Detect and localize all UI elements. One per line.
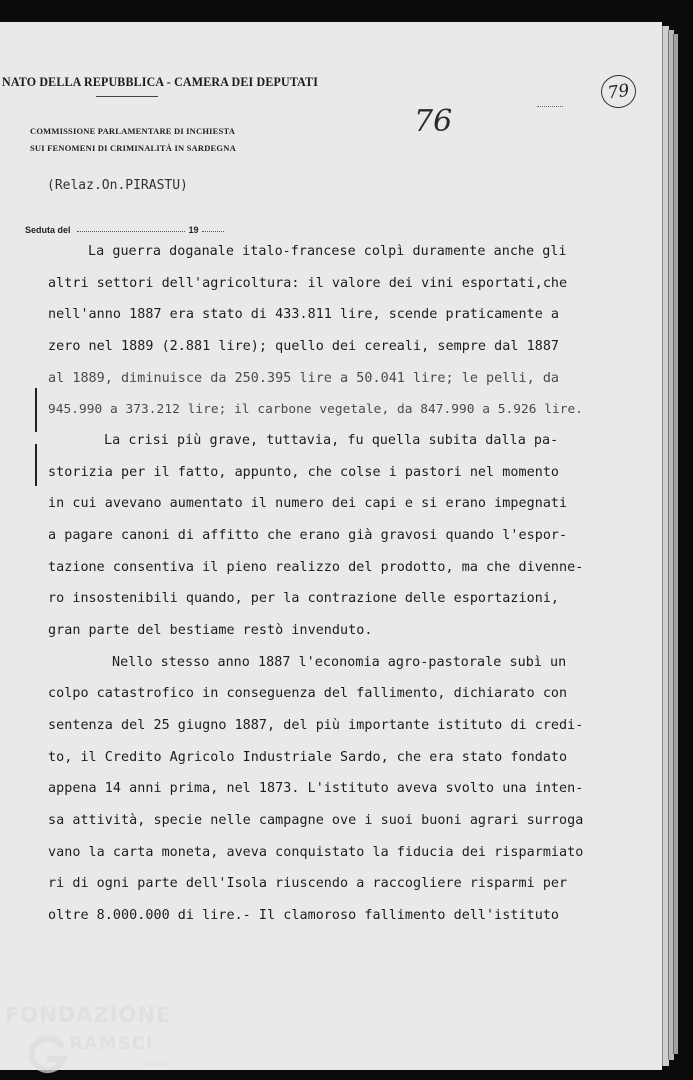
stamp-number: 79: [606, 80, 631, 103]
header-commission-subject: SUI FENOMENI DI CRIMINALITÀ IN SARDEGNA: [30, 143, 236, 153]
text-line: al 1889, diminuisce da 250.395 lire a 50.041 lire; le pelli, da: [48, 371, 560, 386]
dotted-line: [537, 106, 563, 107]
text-line: La crisi più grave, tuttavia, fu quella subita dalla pa-: [104, 433, 559, 448]
text-line: ri di ogni parte dell'Isola riuscendo a raccogliere risparmi per: [48, 876, 568, 891]
text-line: gran parte del bestiame restò invenduto.: [48, 623, 373, 638]
handwritten-page-number: 76: [414, 104, 453, 139]
report-reference: (Relaz.On.PIRASTU): [47, 178, 188, 193]
seduta-year: 19: [188, 225, 199, 235]
header-rule: [96, 96, 158, 97]
margin-mark: [35, 444, 37, 486]
watermark: [5, 1003, 172, 1069]
text-line: sa attività, specie nelle campagne ove i suoi buoni agrari surroga: [48, 813, 584, 828]
document-page: [0, 22, 662, 1070]
text-line: tazione consentiva il pieno realizzo del prodotto, ma che divenne-: [48, 560, 584, 575]
seduta-label: Seduta del: [25, 225, 71, 235]
text-line: La guerra doganale italo-francese colpì duramente anche gli: [88, 244, 567, 259]
text-line: appena 14 anni prima, nel 1873. L'istituto aveva svolto una inten-: [48, 781, 584, 796]
text-line: Nello stesso anno 1887 l'economia agro-pastorale subì un: [112, 655, 567, 670]
watermark-line2: RAMSCI: [69, 1033, 154, 1054]
text-line: to, il Credito Agricolo Industriale Sardo, che era stato fondato: [48, 750, 568, 765]
watermark-line1: FONDAZIONE: [5, 1003, 172, 1027]
text-line: 945.990 a 373.212 lire; il carbone vegetale, da 847.990 a 5.926 lire.: [48, 402, 584, 417]
text-line: a pagare canoni di affitto che erano già gravosi quando l'espor-: [48, 528, 568, 543]
gramsci-g-icon: [27, 1033, 69, 1075]
text-line: altri settori dell'agricoltura: il valore dei vini esportati,che: [48, 276, 568, 291]
text-line: oltre 8.000.000 di lire.- Il clamoroso fallimento dell'istituto: [48, 908, 560, 923]
text-line: ro insostenibili quando, per la contrazione delle esportazioni,: [48, 591, 560, 606]
page-edge: [673, 34, 678, 1054]
header-commission: COMMISSIONE PARLAMENTARE DI INCHIESTA: [30, 126, 236, 136]
text-line: colpo catastrofico in conseguenza del fallimento, dichiarato con: [48, 686, 568, 701]
text-line: vano la carta moneta, aveva conquistato la fiducia dei risparmiato: [48, 845, 584, 860]
seduta-field: [25, 225, 224, 235]
text-line: zero nel 1889 (2.881 lire); quello dei cereali, sempre dal 1887: [48, 339, 560, 354]
header-title: NATO DELLA REPUBBLICA - CAMERA DEI DEPUTATI: [2, 74, 319, 89]
seduta-year-dots: [202, 231, 224, 232]
text-line: in cui avevano aumentato il numero dei capi e si erano impegnati: [48, 496, 568, 511]
text-line: sentenza del 25 giugno 1887, del più importante istituto di credi-: [48, 718, 584, 733]
watermark-logo: [5, 1029, 205, 1079]
margin-mark: [35, 388, 37, 432]
text-line: nell'anno 1887 era stato di 433.811 lire, scende praticamente a: [48, 307, 560, 322]
text-line: storizia per il fatto, appunto, che colse i pastori nel momento: [48, 465, 560, 480]
seduta-date-dots: [77, 231, 185, 232]
page-stamp: [599, 73, 638, 111]
watermark-line3: onlus: [145, 1059, 170, 1069]
